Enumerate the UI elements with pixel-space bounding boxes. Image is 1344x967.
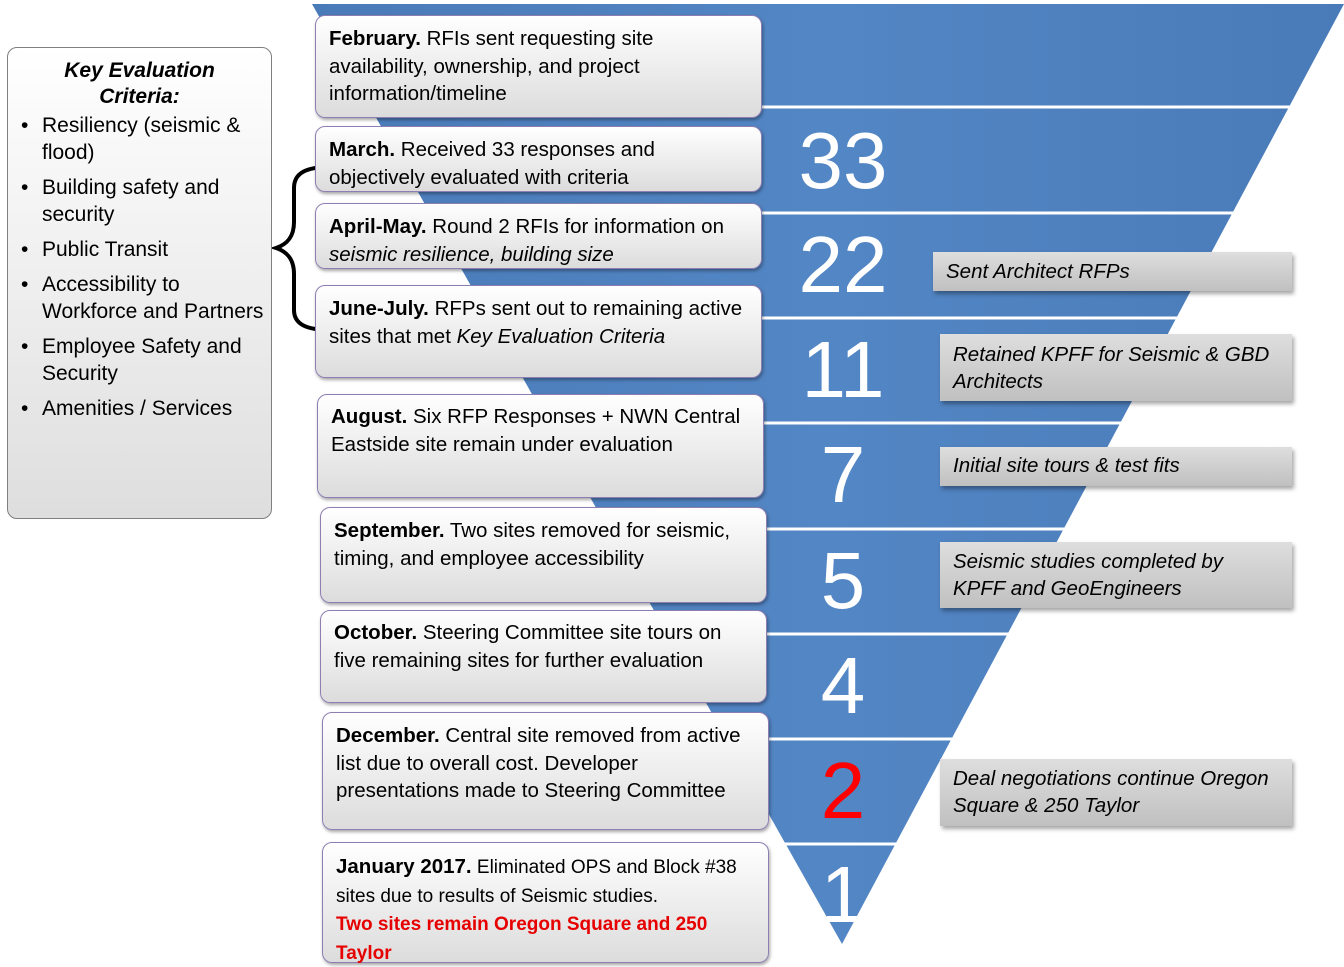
timeline-box-march: March. Received 33 responses and objectively evaluated with criteria <box>315 126 762 192</box>
timeline-box-september: September. Two sites removed for seismic, timing, and employee accessibility <box>320 507 767 603</box>
criteria-item: • Amenities / Services <box>21 397 233 420</box>
criteria-title: Key Evaluation Criteria: <box>64 59 215 108</box>
funnel-count: 1 <box>820 850 866 939</box>
criteria-item: • Accessibility to Workforce and Partners <box>21 273 264 323</box>
timeline-box-june-july: June-July. RFPs sent out to remaining active sites that met Key Evaluation Criteria <box>315 285 762 378</box>
funnel-count: 7 <box>820 430 866 519</box>
criteria-list <box>8 112 271 422</box>
milestone-note: Retained KPFF for Seismic & GBD Architects <box>940 334 1292 401</box>
funnel-count: 33 <box>798 116 888 205</box>
funnel-count: 22 <box>798 220 888 309</box>
timeline-box-december: December. Central site removed from active list due to overall cost. Developer presentations made to Steering Committee <box>322 712 769 830</box>
funnel-count: 4 <box>820 641 866 730</box>
timeline-box-april-may: April-May. Round 2 RFIs for information on seismic resilience, building size <box>315 203 762 269</box>
key-evaluation-criteria-panel <box>7 47 272 519</box>
funnel-count-highlight: 2 <box>820 746 866 835</box>
timeline-box-february: February. RFIs sent requesting site availability, ownership, and project information/timeline <box>315 15 762 118</box>
criteria-item: • Building safety and security <box>21 176 220 226</box>
funnel-count: 11 <box>801 325 885 414</box>
milestone-note: Initial site tours & test fits <box>940 447 1292 486</box>
result-highlight: Two sites remain Oregon Square and 250 Taylor <box>336 914 708 964</box>
milestone-note: Sent Architect RFPs <box>933 252 1292 291</box>
timeline-box-october: October. Steering Committee site tours on five remaining sites for further evaluation <box>320 610 767 703</box>
criteria-item: • Employee Safety and Security <box>21 335 242 385</box>
criteria-item: • Public Transit <box>21 238 169 261</box>
milestone-note: Deal negotiations continue Oregon Square & 250 Taylor <box>940 759 1292 826</box>
timeline-box-august: August. Six RFP Responses + NWN Central Eastside site remain under evaluation <box>317 394 764 498</box>
criteria-item: • Resiliency (seismic & flood) <box>21 114 241 164</box>
milestone-note: Seismic studies completed by KPFF and GeoEngineers <box>940 542 1292 608</box>
timeline-box-january-2017: January 2017. Eliminated OPS and Block #38 sites due to results of Seismic studies. Two sites remain Oregon Square and 250 Taylor <box>322 842 769 963</box>
funnel-count: 5 <box>820 536 866 625</box>
